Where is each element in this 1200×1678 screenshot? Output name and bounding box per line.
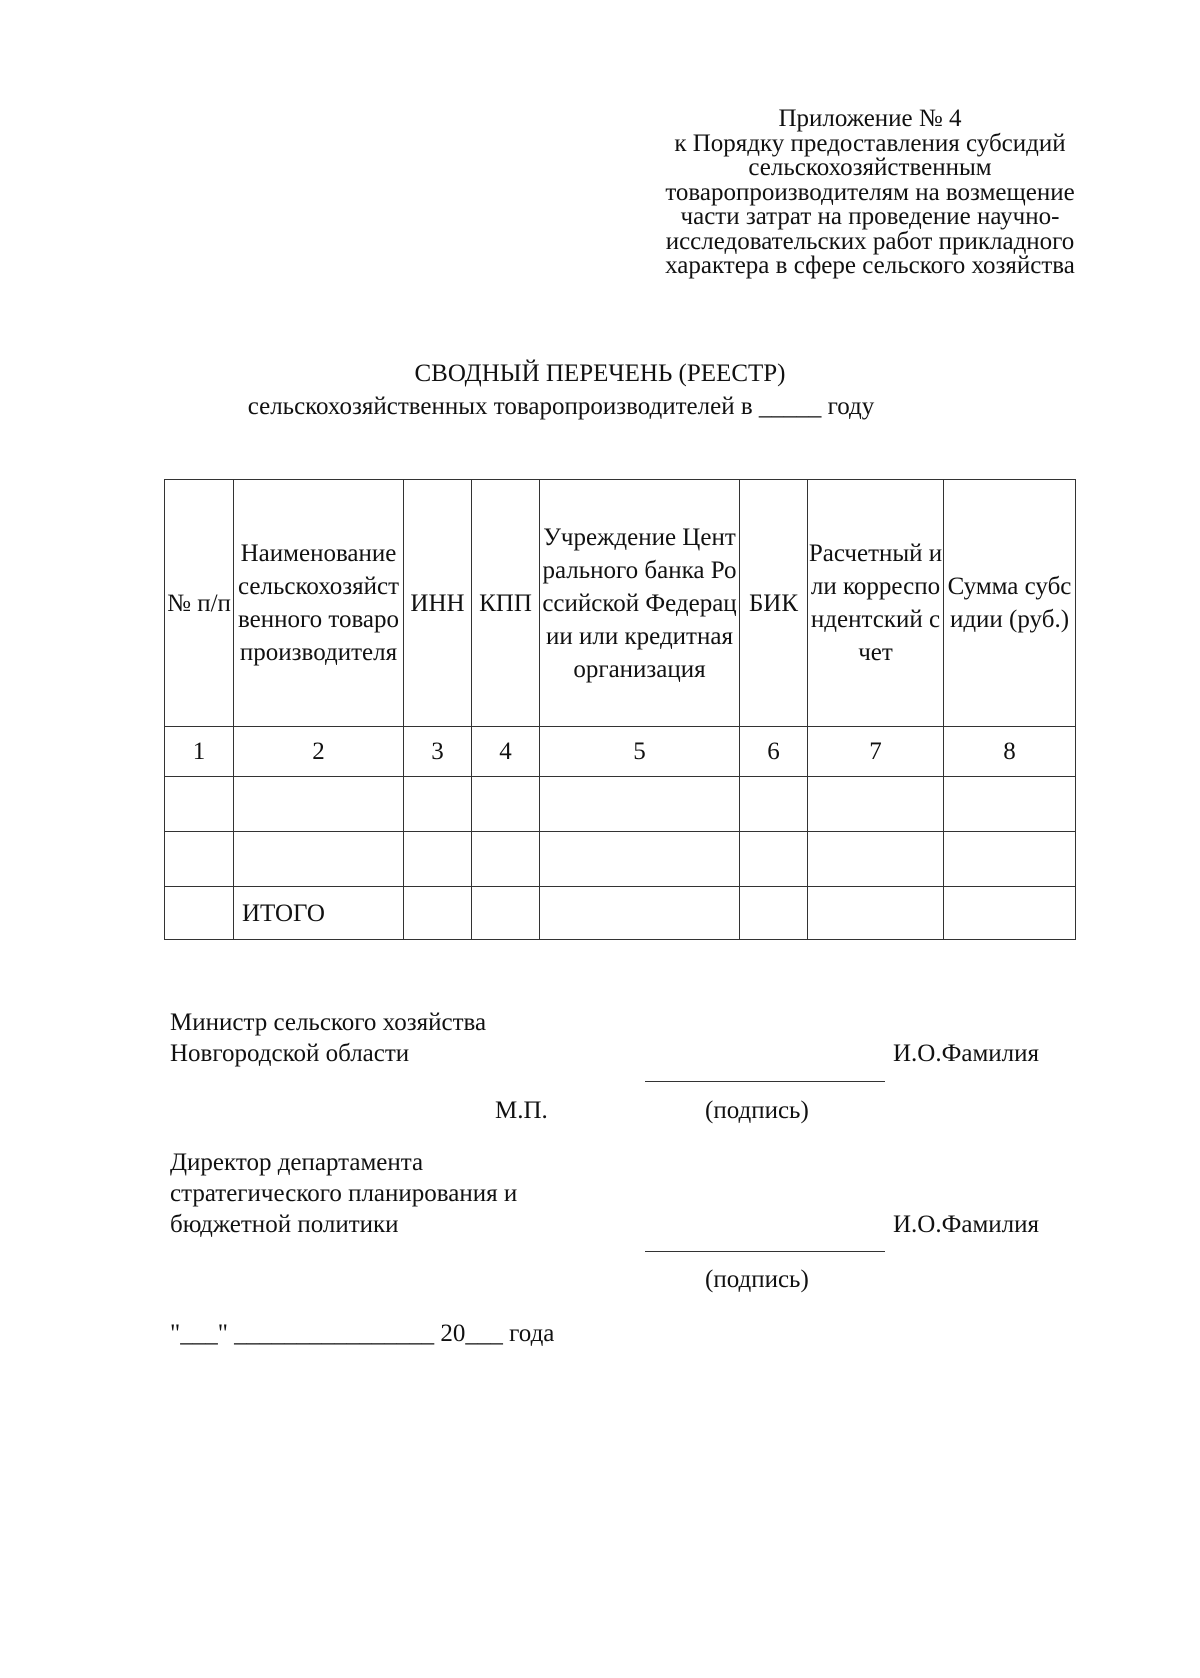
header-amount: Сумма субсидии (руб.) bbox=[944, 480, 1076, 727]
table-header-row bbox=[165, 480, 1076, 727]
registry-table bbox=[164, 479, 1076, 940]
signature-caption: (подпись) bbox=[705, 1097, 809, 1124]
table-cell bbox=[234, 832, 404, 887]
column-numbers-row bbox=[165, 727, 1076, 777]
director-signature-line bbox=[645, 1251, 885, 1252]
total-row bbox=[165, 887, 1076, 940]
total-label: ИТОГО bbox=[234, 887, 404, 940]
column-number: 1 bbox=[165, 727, 234, 777]
header-name: Наименование сельскохозяйственного товаропроизводителя bbox=[234, 480, 404, 727]
column-number: 6 bbox=[740, 727, 808, 777]
table-row bbox=[165, 832, 1076, 887]
table-cell bbox=[808, 777, 944, 832]
appendix-line: исследовательских работ прикладного bbox=[665, 227, 1075, 255]
column-number: 8 bbox=[944, 727, 1076, 777]
date-line: "___" ________________ 20___ года bbox=[170, 1320, 555, 1347]
table-cell bbox=[808, 832, 944, 887]
table-cell bbox=[540, 832, 740, 887]
appendix-note bbox=[630, 107, 1110, 279]
stamp-place: М.П. bbox=[495, 1097, 548, 1124]
title-line1: СВОДНЫЙ ПЕРЕЧЕНЬ (РЕЕСТР) bbox=[414, 360, 786, 387]
column-number: 4 bbox=[472, 727, 540, 777]
table-cell bbox=[808, 887, 944, 940]
table-cell bbox=[540, 887, 740, 940]
director-line2: стратегического планирования и bbox=[170, 1180, 518, 1207]
title-line2: сельскохозяйственных товаропроизводителей в _____ году bbox=[247, 393, 875, 420]
table-row bbox=[165, 777, 1076, 832]
minister-line1: Министр сельского хозяйства bbox=[170, 1009, 487, 1036]
header-account: Расчетный или корреспондентский счет bbox=[808, 480, 944, 727]
column-number: 3 bbox=[404, 727, 472, 777]
table-cell bbox=[165, 832, 234, 887]
appendix-line: сельскохозяйственным bbox=[748, 154, 992, 181]
table-cell bbox=[165, 887, 234, 940]
appendix-line: части затрат на проведение научно- bbox=[680, 203, 1060, 230]
column-number: 2 bbox=[234, 727, 404, 777]
table-cell bbox=[404, 887, 472, 940]
table-cell bbox=[540, 777, 740, 832]
table-cell bbox=[404, 832, 472, 887]
column-number: 5 bbox=[540, 727, 740, 777]
appendix-line: товаропроизводителям на возмещение bbox=[665, 178, 1075, 206]
appendix-line: к Порядку предоставления субсидий bbox=[674, 129, 1066, 157]
table-cell bbox=[944, 832, 1076, 887]
table-cell bbox=[472, 777, 540, 832]
minister-line2: Новгородской области bbox=[170, 1040, 410, 1067]
minister-name: И.О.Фамилия bbox=[893, 1040, 1040, 1067]
minister-title bbox=[170, 1007, 486, 1069]
director-title bbox=[170, 1147, 517, 1240]
table-cell bbox=[740, 887, 808, 940]
appendix-line: Приложение № 4 bbox=[778, 105, 962, 132]
header-bik: БИК bbox=[740, 480, 808, 727]
director-line3: бюджетной политики bbox=[170, 1211, 399, 1238]
table-cell bbox=[472, 832, 540, 887]
header-bank: Учреждение Центрального банка Российской Федерации или кредитная организация bbox=[540, 480, 740, 727]
header-number: № п/п bbox=[165, 480, 234, 727]
table-cell bbox=[234, 777, 404, 832]
table-cell bbox=[472, 887, 540, 940]
minister-signature-line bbox=[645, 1081, 885, 1082]
signature-caption: (подпись) bbox=[705, 1266, 809, 1293]
director-line1: Директор департамента bbox=[170, 1149, 424, 1176]
document-title bbox=[0, 357, 1200, 423]
director-name: И.О.Фамилия bbox=[893, 1211, 1040, 1238]
table-cell bbox=[740, 832, 808, 887]
appendix-line: характера в сфере сельского хозяйства bbox=[665, 252, 1075, 279]
table-cell bbox=[944, 777, 1076, 832]
header-inn: ИНН bbox=[404, 480, 472, 727]
table-cell bbox=[165, 777, 234, 832]
table-cell bbox=[944, 887, 1076, 940]
table-cell bbox=[740, 777, 808, 832]
table-cell bbox=[404, 777, 472, 832]
column-number: 7 bbox=[808, 727, 944, 777]
header-kpp: КПП bbox=[472, 480, 540, 727]
